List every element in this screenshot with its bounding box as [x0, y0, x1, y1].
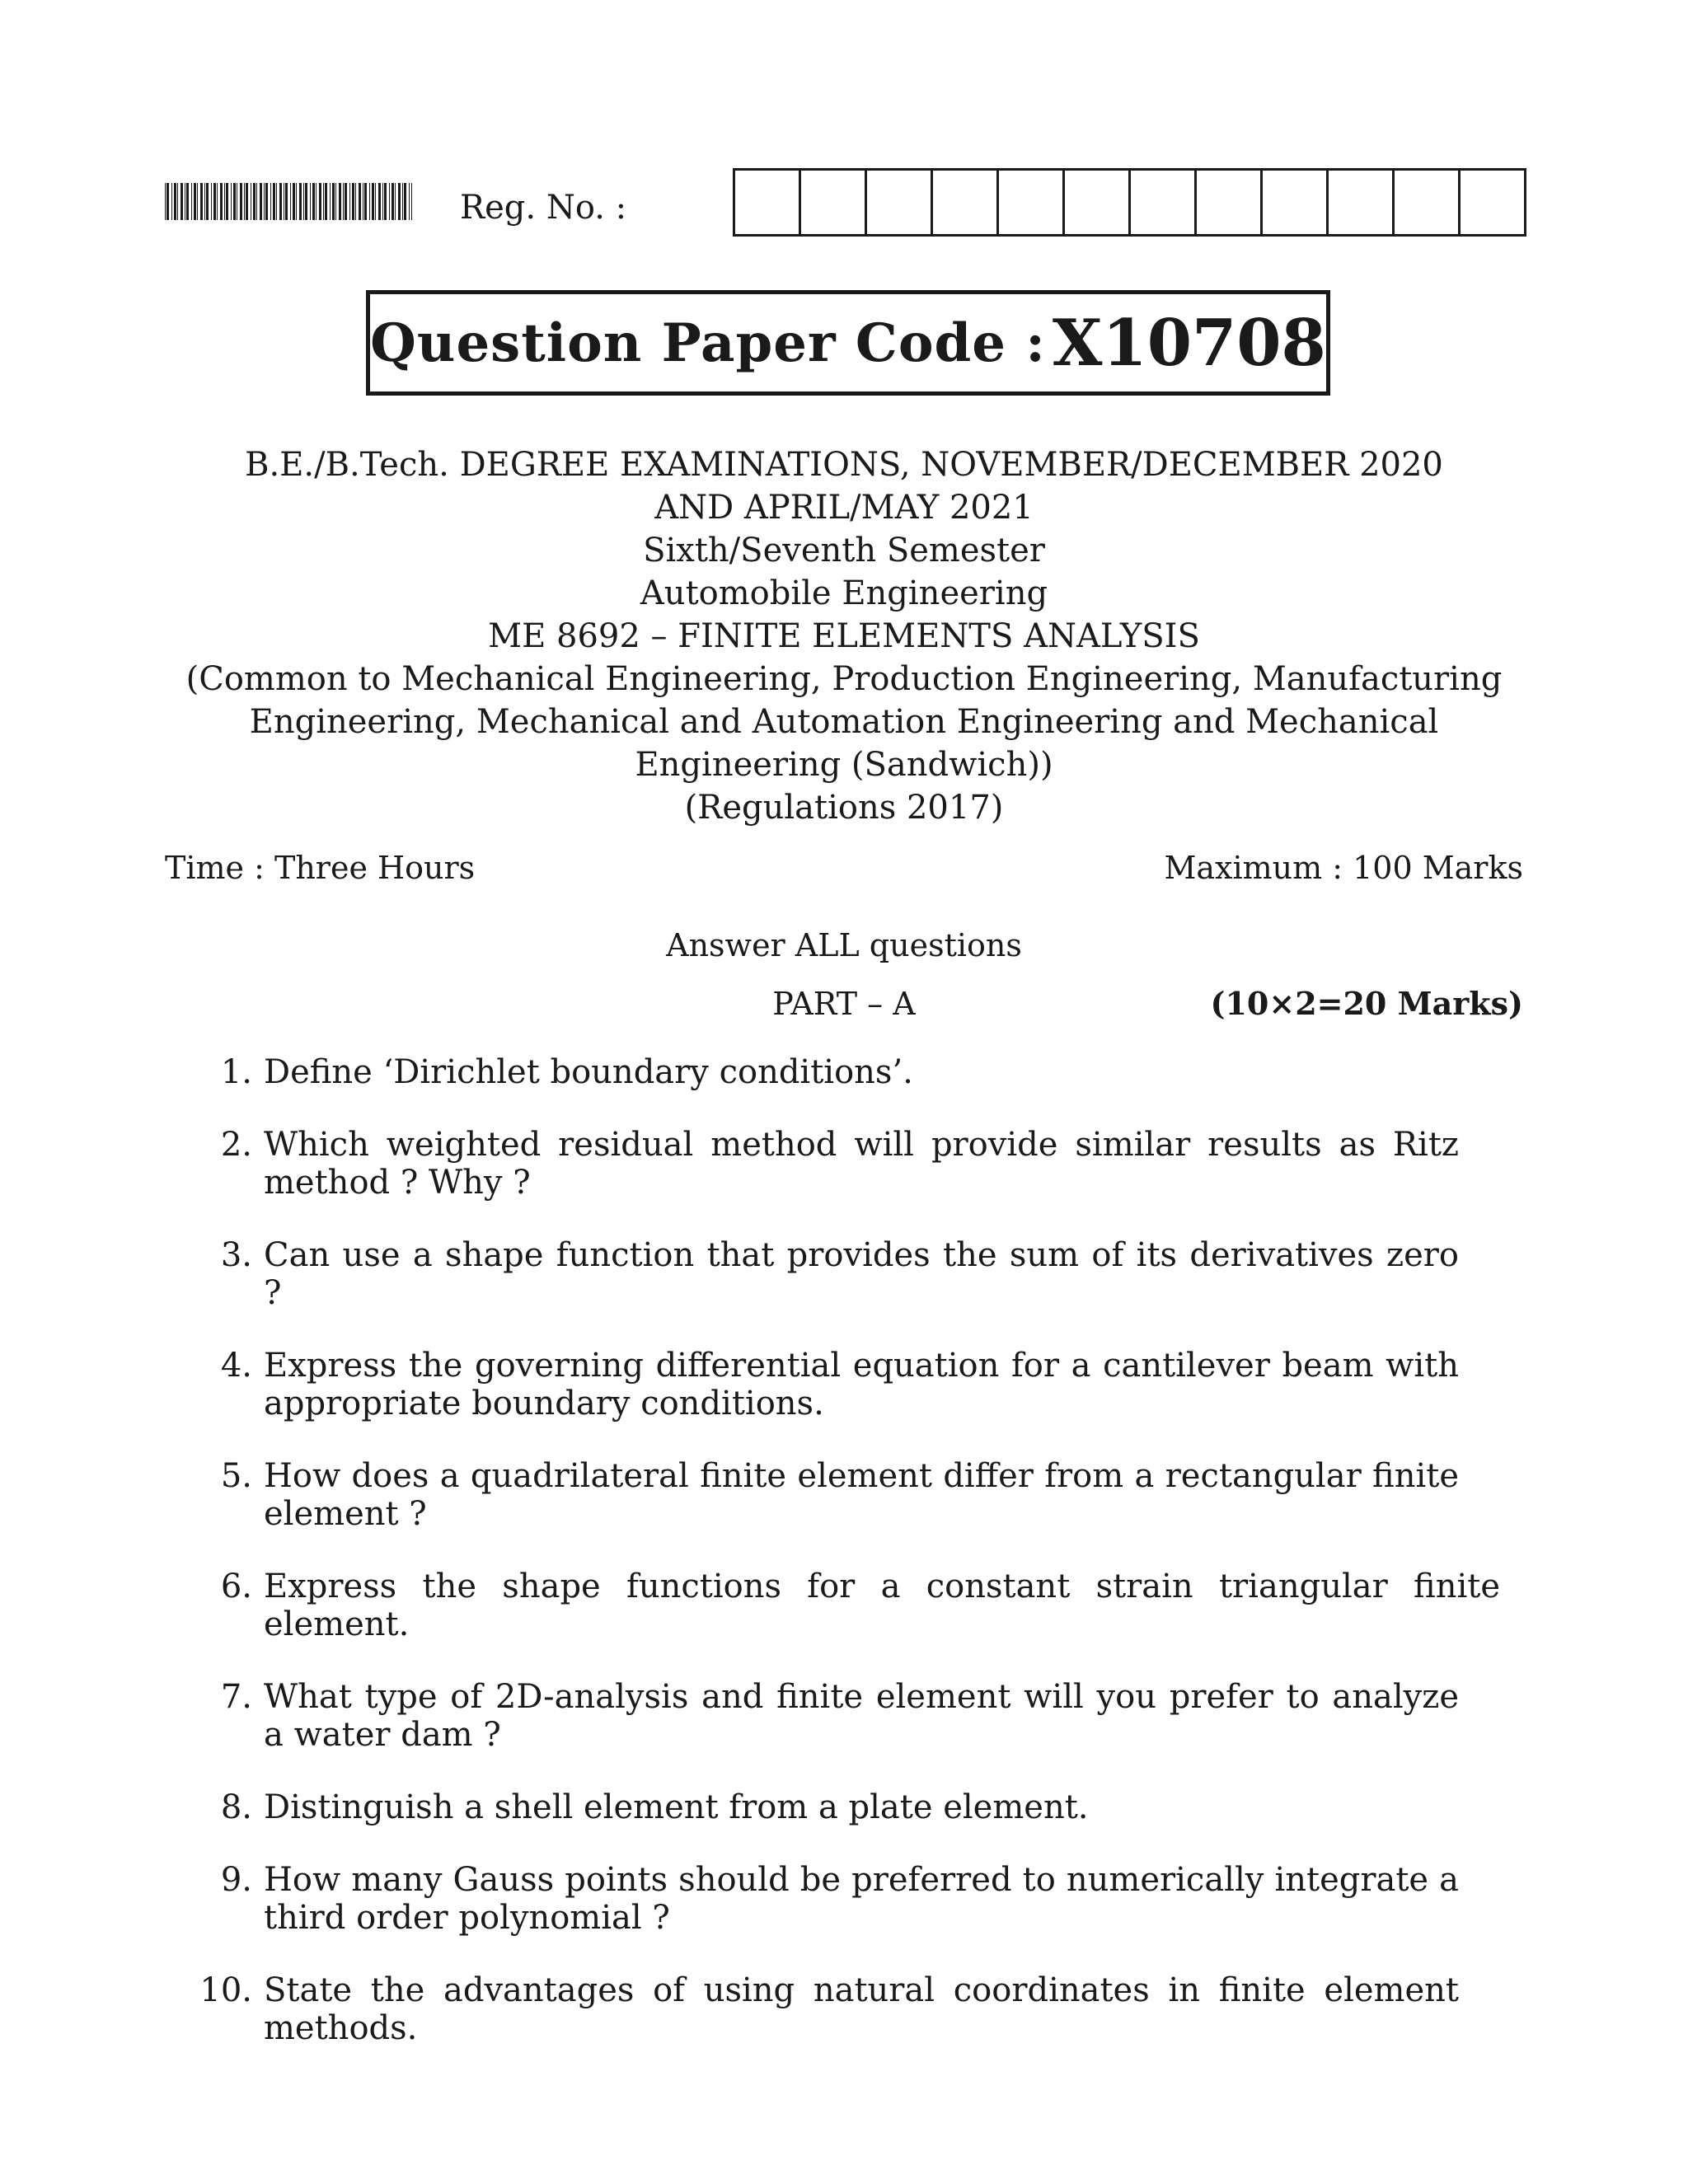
barcode-bar	[402, 183, 403, 220]
barcode-bar	[355, 183, 356, 220]
question-text: Which weighted residual method will provide similar results as Ritz method ? Why ?	[264, 1126, 1459, 1202]
barcode-bar	[217, 183, 218, 220]
question-item	[165, 1678, 1459, 1754]
question-text: Distinguish a shell element from a plate element.	[264, 1788, 1089, 1826]
reg-no-label: Reg. No. :	[460, 189, 627, 227]
barcode-bar	[372, 183, 374, 220]
reg-no-digit-box[interactable]	[931, 171, 996, 234]
exam-maximum-marks: Maximum : 100 Marks	[1164, 850, 1523, 886]
question-paper-code-box	[366, 290, 1330, 396]
barcode-bar	[285, 183, 288, 220]
barcode-bar	[240, 183, 242, 220]
barcode-bar	[200, 183, 203, 220]
barcode-bar	[364, 183, 367, 220]
barcode-bar	[206, 183, 209, 220]
barcode-bar	[231, 183, 232, 220]
barcode-bar	[325, 183, 327, 220]
question-item	[165, 1788, 1459, 1826]
barcode-bar	[343, 183, 344, 220]
exam-header-line: Engineering, Mechanical and Automation Engineering and Mechanical	[249, 703, 1439, 741]
exam-header-line: Automobile Engineering	[640, 574, 1048, 612]
barcode-bar	[264, 183, 265, 220]
barcode-bar	[310, 183, 311, 220]
barcode-bar	[226, 183, 228, 220]
barcode-bar	[177, 183, 178, 220]
exam-header-line: Engineering (Sandwich))	[635, 746, 1053, 784]
reg-no-digit-box[interactable]	[1392, 171, 1458, 234]
barcode-bar	[409, 183, 410, 220]
barcode-bar	[204, 183, 205, 220]
barcode-bar	[335, 183, 336, 220]
barcode-bar	[411, 183, 412, 220]
reg-no-digit-box[interactable]	[865, 171, 931, 234]
question-text: Can use a shape function that provides the sum of its derivatives zero ?	[264, 1236, 1459, 1312]
exam-header-line: (Regulations 2017)	[684, 789, 1004, 827]
question-paper-code-value: X10708	[1052, 305, 1326, 381]
barcode-bar	[265, 183, 268, 220]
reg-no-digit-box[interactable]	[1260, 171, 1326, 234]
barcode-bar	[352, 183, 354, 220]
barcode-bar	[332, 183, 335, 220]
question-item	[165, 1568, 1500, 1643]
barcode-bar	[270, 183, 271, 220]
barcode-bar	[312, 183, 315, 220]
question-item	[165, 1861, 1459, 1937]
question-number: 1.	[220, 1053, 252, 1091]
barcode-bar	[233, 183, 236, 220]
barcode-bar	[378, 183, 381, 220]
reg-no-digit-box[interactable]	[735, 171, 799, 234]
reg-no-digit-box[interactable]	[799, 171, 865, 234]
barcode-bar	[194, 183, 196, 220]
barcode-bar	[211, 183, 212, 220]
barcode-bar	[392, 183, 394, 220]
reg-no-digit-box[interactable]	[1128, 171, 1194, 234]
barcode-bar	[197, 183, 198, 220]
part-title: PART – A	[772, 986, 916, 1022]
barcode-bar	[369, 183, 370, 220]
part-a-header	[165, 982, 1523, 1025]
question-number: 2.	[220, 1126, 252, 1164]
barcode-bar	[404, 183, 406, 220]
question-number: 4.	[220, 1347, 252, 1385]
question-text: How does a quadrilateral finite element differ from a rectangular finite element ?	[264, 1457, 1459, 1533]
exam-header-line: Sixth/Seventh Semester	[643, 532, 1045, 569]
barcode-bar	[382, 183, 383, 220]
barcode-bar	[260, 183, 262, 220]
barcode-image	[165, 183, 412, 220]
barcode-bar	[181, 183, 183, 220]
barcode-bar	[256, 183, 257, 220]
barcode-bar	[339, 183, 341, 220]
question-text: Express the shape functions for a constant strain triangular finite element.	[264, 1568, 1500, 1643]
barcode-bar	[398, 183, 401, 220]
barcode-bar	[395, 183, 396, 220]
barcode-bar	[276, 183, 277, 220]
barcode-bar	[349, 183, 350, 220]
barcode-bar	[296, 183, 297, 220]
exam-instruction: Answer ALL questions	[666, 927, 1022, 963]
barcode-bar	[299, 183, 302, 220]
question-text: State the advantages of using natural coordinates in finite element methods.	[264, 1971, 1459, 2047]
question-paper-code-label: Question Paper Code :	[370, 312, 1046, 374]
question-number: 9.	[220, 1861, 252, 1899]
part-marks: (10×2=20 Marks)	[1210, 985, 1523, 1022]
barcode-bar	[220, 183, 223, 220]
reg-no-digit-box[interactable]	[1326, 171, 1392, 234]
question-list	[165, 1053, 1500, 2082]
question-number: 6.	[220, 1568, 252, 1605]
question-item	[165, 1347, 1459, 1422]
barcode-bar	[165, 183, 166, 220]
barcode-bar	[319, 183, 321, 220]
question-text: Express the governing differential equation for a cantilever beam with appropriate boundary conditions.	[264, 1347, 1459, 1422]
reg-no-boxes[interactable]	[733, 168, 1526, 237]
exam-header-line: AND APRIL/MAY 2021	[654, 489, 1034, 527]
exam-meta-row	[165, 847, 1523, 888]
question-item	[165, 1236, 1459, 1312]
question-item	[165, 1053, 1459, 1091]
question-text: Define ‘Dirichlet boundary conditions’.	[264, 1053, 913, 1091]
exam-time: Time : Three Hours	[165, 850, 476, 886]
question-item	[165, 1457, 1459, 1533]
barcode-bar	[303, 183, 304, 220]
question-text: How many Gauss points should be preferred to numerically integrate a third order polynomial ?	[264, 1861, 1459, 1937]
barcode-bar	[191, 183, 192, 220]
exam-header-line: (Common to Mechanical Engineering, Production Engineering, Manufacturing	[185, 660, 1503, 698]
barcode-bar	[246, 183, 248, 220]
exam-header-line: ME 8692 – FINITE ELEMENTS ANALYSIS	[488, 617, 1200, 655]
question-number: 8.	[220, 1788, 252, 1826]
barcode-bar	[174, 183, 176, 220]
question-number: 7.	[220, 1678, 252, 1716]
barcode-bar	[244, 183, 245, 220]
barcode-bar	[375, 183, 376, 220]
barcode-bar	[171, 183, 172, 220]
barcode-bar	[166, 183, 169, 220]
question-number: 3.	[220, 1236, 252, 1274]
question-number: 10.	[199, 1971, 252, 2009]
reg-no-digit-box[interactable]	[1458, 171, 1524, 234]
reg-no-digit-box[interactable]	[996, 171, 1062, 234]
barcode-bar	[273, 183, 275, 220]
exam-header-line: B.E./B.Tech. DEGREE EXAMINATIONS, NOVEMBER/DECEMBER 2020	[245, 446, 1443, 484]
barcode-bar	[186, 183, 189, 220]
barcode-bar	[293, 183, 295, 220]
exam-header	[165, 443, 1523, 829]
barcode-bar	[253, 183, 256, 220]
barcode-bar	[290, 183, 291, 220]
barcode-bar	[305, 183, 307, 220]
question-item	[165, 1971, 1459, 2047]
barcode-bar	[224, 183, 225, 220]
barcode-bar	[279, 183, 282, 220]
barcode-bar	[323, 183, 324, 220]
barcode-bar	[330, 183, 331, 220]
barcode-bar	[345, 183, 347, 220]
question-item	[165, 1126, 1459, 1202]
reg-no-digit-box[interactable]	[1062, 171, 1128, 234]
reg-no-digit-box[interactable]	[1194, 171, 1260, 234]
question-number: 5.	[220, 1457, 252, 1495]
barcode-bar	[359, 183, 361, 220]
barcode-bar	[213, 183, 216, 220]
barcode-bar	[389, 183, 390, 220]
barcode-bar	[384, 183, 387, 220]
question-text: What type of 2D-analysis and finite element will you prefer to analyze a water dam ?	[264, 1678, 1459, 1754]
